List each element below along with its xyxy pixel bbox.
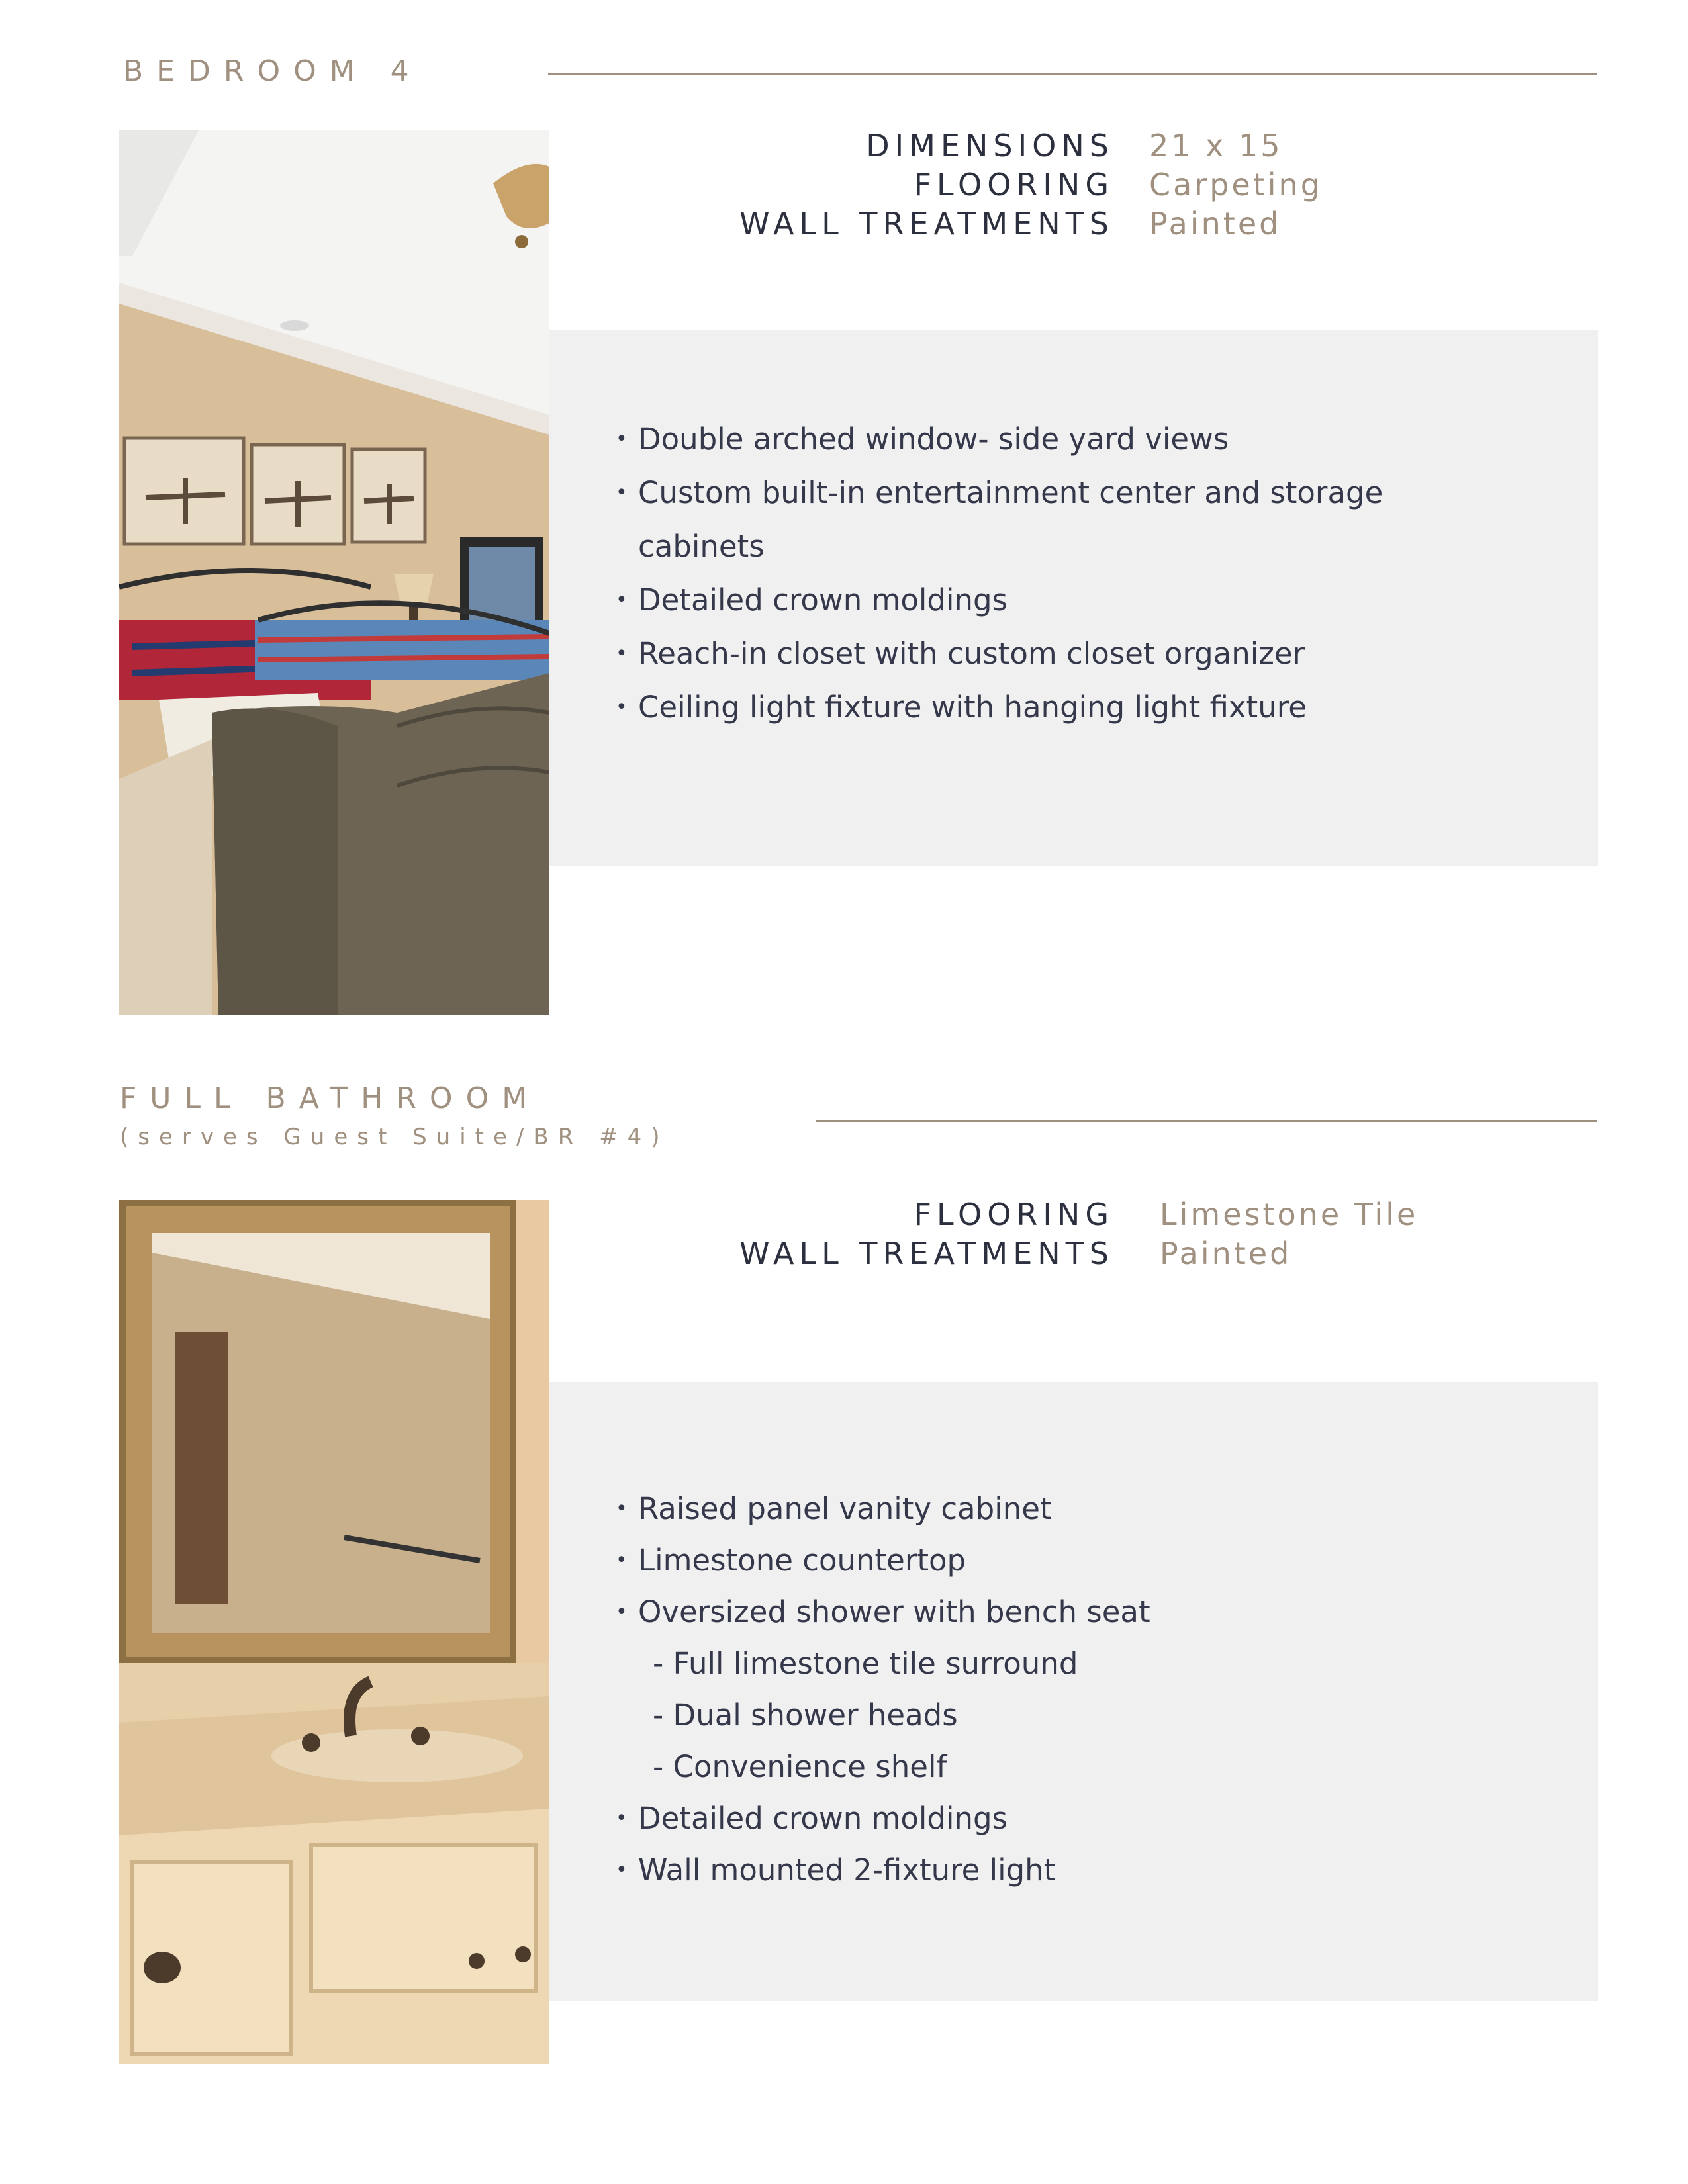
list-item: • Wall mounted 2-fixture light: [616, 1844, 1150, 1896]
bathroom-title: FULL BATHROOM: [120, 1081, 541, 1115]
sub-list-item: - Dual shower heads: [653, 1698, 958, 1733]
list-item: • Custom built-in entertainment center and storage: [616, 466, 1383, 520]
bathroom-spec-labels: [739, 1195, 1114, 1273]
sub-list-item: - Full limestone tile surround: [653, 1646, 1078, 1681]
bedroom-spec-labels: [739, 126, 1114, 244]
spec-label-wall-treatments: WALL TREATMENTS: [739, 206, 1114, 242]
list-item: • Detailed crown moldings: [616, 1793, 1150, 1844]
list-item: • Detailed crown moldings: [616, 573, 1383, 627]
list-item: • Limestone countertop: [616, 1535, 1150, 1586]
spec-label-flooring: FLOORING: [914, 1197, 1114, 1232]
spec-label-flooring: FLOORING: [914, 167, 1114, 203]
bedroom-photo: [119, 130, 549, 1015]
bathroom-features: [616, 1483, 1150, 1896]
spec-label-wall-treatments: WALL TREATMENTS: [739, 1236, 1114, 1271]
spec-value-dimensions: 21 x 15: [1149, 128, 1283, 163]
spec-value-wall-treatments: Painted: [1149, 206, 1282, 242]
bedroom-title-divider: [548, 73, 1597, 75]
spec-value-flooring: Limestone Tile: [1160, 1197, 1419, 1232]
bathroom-title-divider: [816, 1120, 1597, 1122]
list-item: • Reach-in closet with custom closet organizer: [616, 627, 1383, 680]
bedroom-features: [616, 412, 1383, 734]
bathroom-photo: [119, 1200, 549, 2064]
list-item: • Double arched window- side yard views: [616, 412, 1383, 466]
bedroom-spec-values: [1149, 126, 1323, 244]
list-item-continuation: cabinets: [638, 529, 765, 564]
list-item: • Ceiling light fixture with hanging light fixture: [616, 680, 1383, 734]
bedroom-title: BEDROOM 4: [123, 54, 422, 88]
bathroom-subtitle: (serves Guest Suite/BR #4): [120, 1124, 669, 1150]
bathroom-spec-values: [1160, 1195, 1418, 1273]
spec-label-dimensions: DIMENSIONS: [866, 128, 1114, 163]
spec-value-flooring: Carpeting: [1149, 167, 1323, 203]
spec-value-wall-treatments: Painted: [1160, 1236, 1292, 1271]
list-item: • Raised panel vanity cabinet: [616, 1483, 1150, 1535]
list-item: • Oversized shower with bench seat: [616, 1586, 1150, 1638]
sub-list-item: - Convenience shelf: [653, 1749, 947, 1784]
